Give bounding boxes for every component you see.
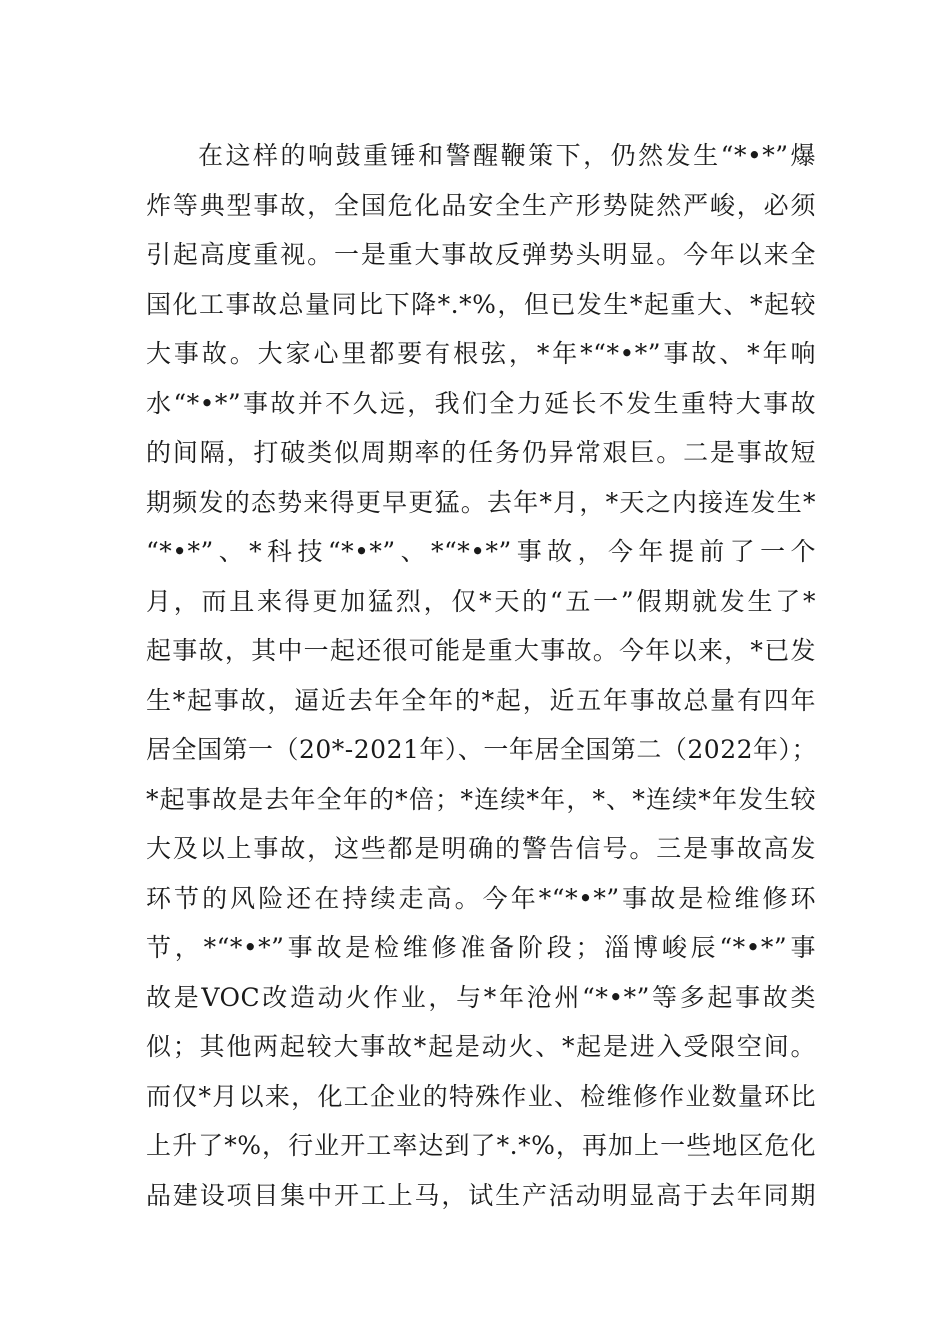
text-line: 生*起事故，逼近去年全年的*起，近五年事故总量有四年: [146, 685, 816, 715]
text-line: 环节的风险还在持续走高。今年*“*•*”事故是检维修环: [146, 883, 816, 913]
text-line: 期频发的态势来得更早更猛。去年*月，*天之内接连发生*: [146, 487, 816, 517]
text-line: 炸等典型事故，全国危化品安全生产形势陡然严峻，必须: [146, 190, 816, 220]
text-line: 起事故，其中一起还很可能是重大事故。今年以来，*已发: [146, 636, 816, 665]
text-line: 大及以上事故，这些都是明确的警告信号。三是事故高发: [146, 834, 816, 863]
text-line: 似；其他两起较大事故*起是动火、*起是进入受限空间。: [146, 1032, 816, 1061]
text-line: 在这样的响鼓重锤和警醒鞭策下，仍然发生“*•*”爆: [198, 141, 816, 170]
text-line: 上升了*%，行业开工率达到了*.*%，再加上一些地区危化: [146, 1131, 816, 1160]
text-line: 国化工事故总量同比下降*.*%，但已发生*起重大、*起较: [146, 289, 816, 319]
text-line: 的间隔，打破类似周期率的任务仍异常艰巨。二是事故短: [146, 438, 816, 467]
text-line: 月，而且来得更加猛烈，仅*天的“五一”假期就发生了*: [146, 586, 816, 616]
text-line: 大事故。大家心里都要有根弦，*年*“*•*”事故、*年响: [146, 339, 816, 368]
body-paragraph: [146, 131, 816, 1220]
text-line: 节，*“*•*”事故是检维修准备阶段；淄博峻辰“*•*”事: [146, 933, 816, 962]
text-line: 而仅*月以来，化工企业的特殊作业、检维修作业数量环比: [146, 1081, 816, 1111]
text-line: *起事故是去年全年的*倍；*连续*年，*、*连续*年发生较: [146, 784, 816, 814]
text-line: 水“*•*”事故并不久远，我们全力延长不发生重特大事故: [146, 388, 816, 418]
text-line: “*•*”、*科技“*•*”、*“*•*”事故，今年提前了一个: [146, 537, 816, 566]
text-line: 品建设项目集中开工上马，试生产活动明显高于去年同期: [146, 1180, 816, 1210]
text-line: 居全国第一（20*-2021年）、一年居全国第二（2022年）；: [146, 735, 818, 764]
text-line: 引起高度重视。一是重大事故反弹势头明显。今年以来全: [146, 240, 816, 269]
text-line: 故是VOC改造动火作业，与*年沧州“*•*”等多起事故类: [146, 982, 816, 1012]
